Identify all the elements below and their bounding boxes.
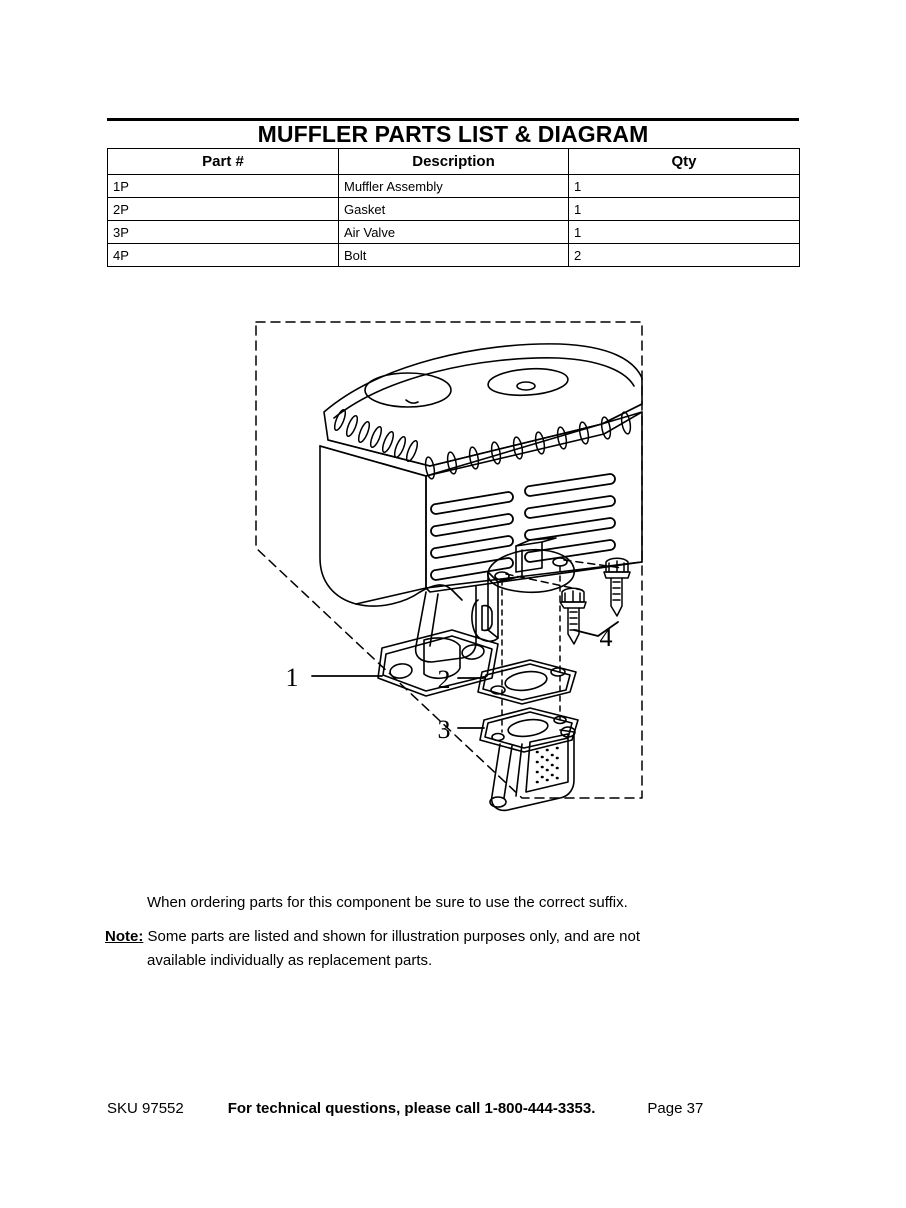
cell-description: Bolt [339, 244, 569, 267]
gasket-plate [478, 660, 576, 704]
cell-description: Gasket [339, 198, 569, 221]
callout-3: 3 [437, 715, 451, 744]
callout-2: 2 [437, 665, 451, 694]
muffler-exploded-diagram [230, 300, 680, 820]
cell-part: 3P [108, 221, 339, 244]
note-label: Note: [105, 928, 144, 945]
tech-support-label: For technical questions, please call 1-800-444-3353. [227, 1100, 596, 1117]
sku-label: SKU 97552 [107, 1100, 184, 1117]
callout-4: 4 [599, 623, 613, 652]
column-header-description: Description [339, 149, 569, 175]
cell-description: Air Valve [339, 221, 569, 244]
parts-table [107, 148, 800, 267]
cell-part: 2P [108, 198, 339, 221]
muffler-left-face [320, 446, 426, 604]
illustration-note [105, 925, 805, 973]
column-header-part: Part # [108, 149, 339, 175]
bolt-lower [560, 588, 586, 644]
table-row [108, 198, 800, 221]
cell-description: Muffler Assembly [339, 175, 569, 198]
vent-holes-top-left [333, 408, 420, 462]
column-header-qty: Qty [569, 149, 800, 175]
page-number: Page 37 [647, 1100, 704, 1117]
callout-leaders [312, 622, 618, 728]
cell-qty: 1 [569, 221, 800, 244]
cell-qty: 1 [569, 198, 800, 221]
note-line-2: available individually as replacement parts. [147, 952, 433, 969]
cell-part: 1P [108, 175, 339, 198]
vent-slots-front-right [525, 474, 615, 562]
cell-qty: 2 [569, 244, 800, 267]
note-line-1: Some parts are listed and shown for illustration purposes only, and are not [143, 928, 640, 945]
table-row [108, 221, 800, 244]
callout-1: 1 [285, 663, 299, 692]
page-title: MUFFLER PARTS LIST & DIAGRAM [257, 121, 649, 147]
gasket-center-port [504, 669, 548, 693]
table-header-row [108, 149, 800, 175]
air-valve-perforations [537, 748, 558, 782]
vent-slots-front-left [431, 492, 513, 580]
flange-bolt-hole-left [389, 663, 413, 680]
table-row [108, 175, 800, 198]
table-row [108, 244, 800, 267]
ordering-note: When ordering parts for this component be sure to use the correct suffix. [147, 894, 628, 911]
cell-part: 4P [108, 244, 339, 267]
cell-qty: 1 [569, 175, 800, 198]
page-footer [107, 1100, 807, 1117]
